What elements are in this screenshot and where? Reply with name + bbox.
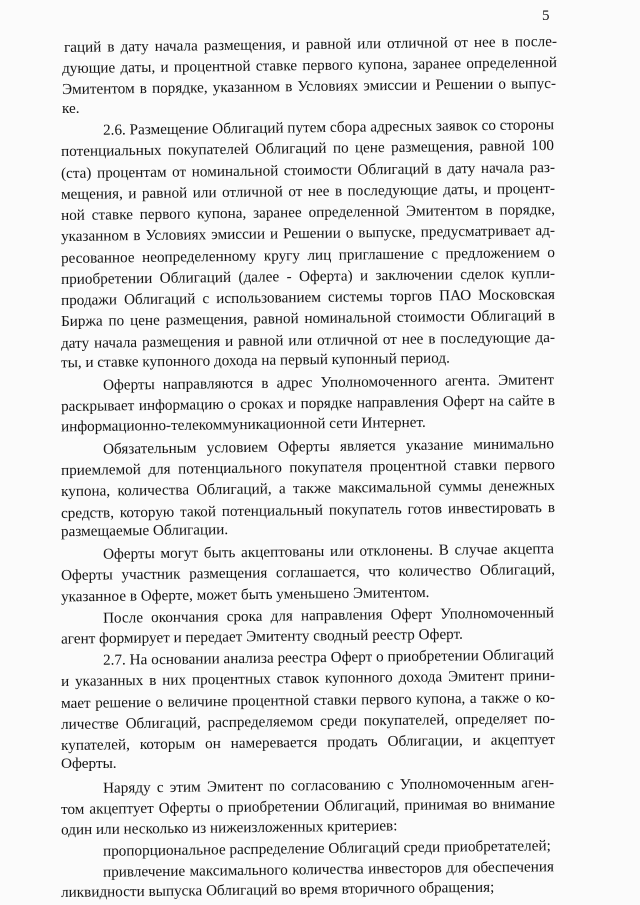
text-line: приемлемой для потенциального покупателя процентной ставки первого	[60, 455, 556, 480]
text-line: том акцептует Оферты о приобретении Облигаций, принимая во внимание	[60, 794, 556, 819]
text-line: размещаемые Облигации.	[60, 521, 229, 541]
text-line: личестве Облигаций, распределяемом среди покупателей, определяет по-	[60, 709, 556, 734]
text-line: ты, и ставке купонного дохода на первый купонный период.	[60, 349, 450, 372]
text-line: дату начала размещения и равной или отличной от нее в последующие да-	[60, 328, 556, 353]
text-line: гаций в дату начала размещения, и равной или отличной от нее в после-	[63, 32, 558, 57]
text-line: Оферты могут быть акцептованы или отклонены. В случае акцепта	[102, 540, 555, 563]
text-line: информационно-телекоммуникационной сети Интернет.	[60, 413, 426, 436]
text-line: мещения, и равной или отличной от нее в последующие даты, и процент-	[60, 179, 556, 204]
text-line: ликвидности выпуска Облигаций во время вторичного обращения;	[60, 878, 495, 902]
text-line: приобретении Облигаций (далее - Оферта) и заключении сделок купли-	[60, 264, 556, 289]
text-line: ресованное неопределенному кругу лиц приглашение с предложением о	[60, 243, 556, 268]
text-line: дующие даты, и процентной ставке первого купона, заранее определенной	[61, 53, 558, 78]
text-line: ной ставке первого купона, заранее определенной Эмитентом в порядке,	[60, 200, 556, 225]
text-line: мает решение о величине процентной ставки первого купона, а также о ко-	[60, 688, 556, 713]
text-line: указанном в Условиях эмиссии и Решении о выпуске, предусматривает ад-	[60, 221, 556, 246]
text-line: купателей, которым он намеревается продать Облигации, и акцептует	[60, 730, 556, 755]
text-line: Наряду с этим Эмитент по согласованию с Уполномоченным аген-	[102, 774, 555, 797]
page-number: 5	[542, 8, 550, 24]
text-line: потенциальных покупателей Облигаций по цене размещения, равной 100	[60, 136, 555, 161]
text-line: После окончания срока для направления Оферт Уполномоченный	[102, 604, 555, 627]
text-line: Оферты.	[61, 755, 117, 772]
text-line: и указанных в них процентных ставок купонного дохода Эмитент прини-	[60, 666, 556, 691]
text-line: ке.	[62, 100, 80, 117]
text-line: средств, которую такой потенциальный покупатель готов инвестировать в	[60, 498, 556, 523]
text-line: купона, количества Облигаций, а также максимальной суммы денежных	[60, 476, 556, 501]
text-line: 2.7. На основании анализа реестра Оферт о приобретении Облигаций	[102, 646, 555, 669]
text-line: Оферты направляются в адрес Уполномоченного агента. Эмитент	[102, 371, 555, 394]
text-line: продажи Облигаций с использованием системы торгов ПАО Московская	[60, 285, 556, 310]
text-line: Обязательным условием Оферты является указание минимально	[102, 435, 555, 458]
text-line: Эмитентом в порядке, указанном в Условиях эмиссии и Решении о выпус-	[61, 74, 557, 99]
text-line: привлечение максимального количества инвесторов для обеспечения	[102, 858, 555, 881]
text-line: один или несколько из нижеизложенных критериев:	[60, 817, 398, 839]
text-line: 2.6. Размещение Облигаций путем сбора адресных заявок со стороны	[102, 116, 555, 139]
text-line: указанное в Оферте, может быть уменьшено Эмитентом.	[60, 583, 430, 606]
text-line: Оферты участник размещения соглашается, что количество Облигаций,	[60, 560, 556, 585]
text-line: Биржа по цене размещения, равной номинальной стоимости Облигаций в	[60, 306, 556, 331]
text-line: агент формирует и передает Эмитенту сводный реестр Оферт.	[60, 625, 463, 648]
text-line: (ста) процентам от номинальной стоимости Облигаций в дату начала раз-	[60, 158, 556, 183]
text-line: раскрывает информацию о сроках и порядке направления Оферт на сайте в	[60, 391, 556, 416]
text-line: пропорциональное распределение Облигаций среди приобретателей;	[102, 837, 551, 860]
